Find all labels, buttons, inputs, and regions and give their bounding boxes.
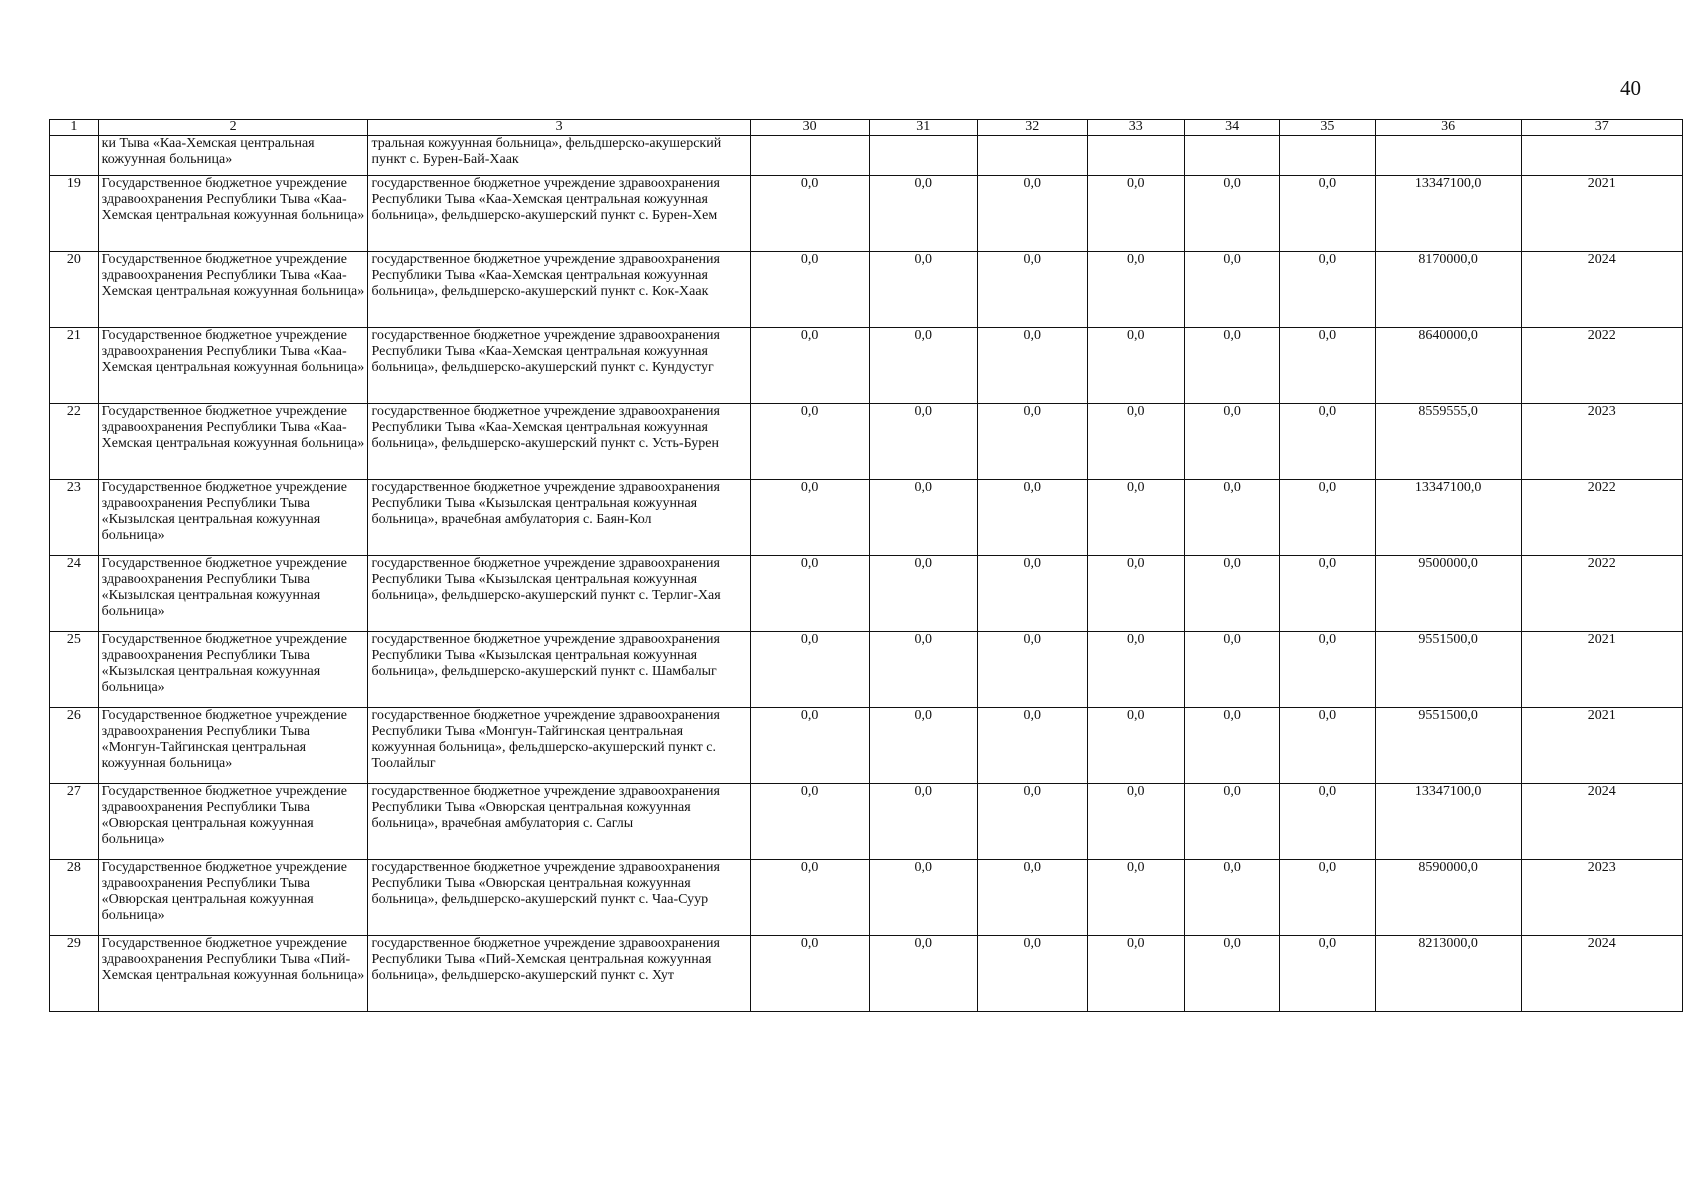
cell-col31: 0,0 (869, 556, 978, 632)
cell-col32: 0,0 (978, 176, 1088, 252)
table-row (50, 632, 1683, 708)
table-row (50, 936, 1683, 1012)
cell-col30: 0,0 (750, 176, 869, 252)
cell-col35: 0,0 (1280, 328, 1375, 404)
cell-col37: 2024 (1521, 784, 1682, 860)
cell-col32: 0,0 (978, 784, 1088, 860)
table-row (50, 480, 1683, 556)
cell-col35: 0,0 (1280, 708, 1375, 784)
cell-empty (1375, 136, 1521, 176)
cell-object: государственное бюджетное учреждение здравоохранения Республики Тыва «Каа-Хемская центральная кожуунная больница», фельдшерско-акушерский пункт с. Усть-Бурен (368, 404, 750, 480)
table-row (50, 176, 1683, 252)
cell-col37: 2021 (1521, 708, 1682, 784)
cell-col32: 0,0 (978, 404, 1088, 480)
cell-col37: 2024 (1521, 252, 1682, 328)
cell-col36: 9551500,0 (1375, 708, 1521, 784)
cell-col33: 0,0 (1087, 632, 1184, 708)
cell-col37: 2023 (1521, 404, 1682, 480)
cell-col31: 0,0 (869, 404, 978, 480)
cell-col37: 2021 (1521, 176, 1682, 252)
cell-object: государственное бюджетное учреждение здравоохранения Республики Тыва «Каа-Хемская центральная кожуунная больница», фельдшерско-акушерский пункт с. Бурен-Хем (368, 176, 750, 252)
cell-col34: 0,0 (1184, 176, 1279, 252)
cell-col36: 13347100,0 (1375, 480, 1521, 556)
cell-organization: Государственное бюджетное учреждение здравоохранения Республики Тыва «Каа-Хемская центральная кожуунная больница» (98, 328, 368, 404)
cell-col32: 0,0 (978, 328, 1088, 404)
continuation-row (50, 136, 1683, 176)
cell-col31: 0,0 (869, 176, 978, 252)
cell-col36: 8170000,0 (1375, 252, 1521, 328)
cell-col31: 0,0 (869, 708, 978, 784)
table-row (50, 404, 1683, 480)
cell-col34: 0,0 (1184, 404, 1279, 480)
cell-object: государственное бюджетное учреждение здравоохранения Республики Тыва «Каа-Хемская центральная кожуунная больница», фельдшерско-акушерский пункт с. Кок-Хаак (368, 252, 750, 328)
cell-number: 20 (50, 252, 99, 328)
column-header: 2 (98, 120, 368, 136)
cell-col30: 0,0 (750, 708, 869, 784)
cell-col30: 0,0 (750, 328, 869, 404)
cell-organization: ки Тыва «Каа-Хемская центральная кожуунная больница» (98, 136, 368, 176)
cell-number: 23 (50, 480, 99, 556)
cell-organization: Государственное бюджетное учреждение здравоохранения Республики Тыва «Кызылская центральная кожуунная больница» (98, 556, 368, 632)
cell-col32: 0,0 (978, 708, 1088, 784)
data-table (49, 119, 1683, 1012)
cell-col33: 0,0 (1087, 252, 1184, 328)
cell-number: 26 (50, 708, 99, 784)
cell-col34: 0,0 (1184, 328, 1279, 404)
cell-col30: 0,0 (750, 860, 869, 936)
cell-col32: 0,0 (978, 480, 1088, 556)
column-header: 1 (50, 120, 99, 136)
cell-col31: 0,0 (869, 784, 978, 860)
table-row (50, 328, 1683, 404)
cell-number: 21 (50, 328, 99, 404)
cell-organization: Государственное бюджетное учреждение здравоохранения Республики Тыва «Каа-Хемская центральная кожуунная больница» (98, 252, 368, 328)
cell-col30: 0,0 (750, 936, 869, 1012)
cell-col32: 0,0 (978, 252, 1088, 328)
cell-col33: 0,0 (1087, 784, 1184, 860)
cell-col35: 0,0 (1280, 556, 1375, 632)
cell-empty (1280, 136, 1375, 176)
cell-col36: 9500000,0 (1375, 556, 1521, 632)
cell-col30: 0,0 (750, 632, 869, 708)
cell-col30: 0,0 (750, 556, 869, 632)
cell-col32: 0,0 (978, 556, 1088, 632)
cell-col35: 0,0 (1280, 936, 1375, 1012)
table-row (50, 556, 1683, 632)
cell-col35: 0,0 (1280, 176, 1375, 252)
cell-col36: 8590000,0 (1375, 860, 1521, 936)
column-header: 3 (368, 120, 750, 136)
cell-col33: 0,0 (1087, 860, 1184, 936)
cell-col36: 8213000,0 (1375, 936, 1521, 1012)
header-row (50, 120, 1683, 136)
column-header: 31 (869, 120, 978, 136)
column-header: 30 (750, 120, 869, 136)
cell-object: тральная кожуунная больница», фельдшерско-акушерский пункт с. Бурен-Бай-Хаак (368, 136, 750, 176)
column-header: 35 (1280, 120, 1375, 136)
cell-empty (1521, 136, 1682, 176)
cell-number: 27 (50, 784, 99, 860)
cell-col35: 0,0 (1280, 480, 1375, 556)
cell-col36: 9551500,0 (1375, 632, 1521, 708)
cell-col34: 0,0 (1184, 480, 1279, 556)
cell-object: государственное бюджетное учреждение здравоохранения Республики Тыва «Овюрская центральная кожуунная больница», фельдшерско-акушерский пункт с. Чаа-Суур (368, 860, 750, 936)
cell-col36: 13347100,0 (1375, 784, 1521, 860)
cell-organization: Государственное бюджетное учреждение здравоохранения Республики Тыва «Овюрская центральная кожуунная больница» (98, 784, 368, 860)
table-row (50, 860, 1683, 936)
column-header: 32 (978, 120, 1088, 136)
cell-empty (978, 136, 1088, 176)
cell-col31: 0,0 (869, 936, 978, 1012)
cell-col37: 2023 (1521, 860, 1682, 936)
cell-empty (750, 136, 869, 176)
cell-col36: 8559555,0 (1375, 404, 1521, 480)
cell-number: 24 (50, 556, 99, 632)
cell-organization: Государственное бюджетное учреждение здравоохранения Республики Тыва «Овюрская центральная кожуунная больница» (98, 860, 368, 936)
cell-empty (1087, 136, 1184, 176)
cell-number: 29 (50, 936, 99, 1012)
cell-col32: 0,0 (978, 936, 1088, 1012)
cell-object: государственное бюджетное учреждение здравоохранения Республики Тыва «Кызылская центральная кожуунная больница», фельдшерско-акушерский пункт с. Шамбалыг (368, 632, 750, 708)
cell-col33: 0,0 (1087, 404, 1184, 480)
cell-empty (1184, 136, 1279, 176)
cell-col30: 0,0 (750, 480, 869, 556)
cell-col37: 2021 (1521, 632, 1682, 708)
cell-col34: 0,0 (1184, 708, 1279, 784)
cell-col30: 0,0 (750, 784, 869, 860)
cell-col35: 0,0 (1280, 632, 1375, 708)
cell-object: государственное бюджетное учреждение здравоохранения Республики Тыва «Пий-Хемская центральная кожуунная больница», фельдшерско-акушерский пункт с. Хут (368, 936, 750, 1012)
column-header: 36 (1375, 120, 1521, 136)
cell-col34: 0,0 (1184, 860, 1279, 936)
table-row (50, 708, 1683, 784)
cell-col37: 2024 (1521, 936, 1682, 1012)
cell-number: 28 (50, 860, 99, 936)
cell-object: государственное бюджетное учреждение здравоохранения Республики Тыва «Монгун-Тайгинская центральная кожуунная больница», фельдшерско-акушерский пункт с. Тоолайлыг (368, 708, 750, 784)
cell-col33: 0,0 (1087, 480, 1184, 556)
cell-empty (869, 136, 978, 176)
cell-col33: 0,0 (1087, 556, 1184, 632)
cell-col37: 2022 (1521, 328, 1682, 404)
table-row (50, 784, 1683, 860)
cell-col33: 0,0 (1087, 176, 1184, 252)
cell-col34: 0,0 (1184, 556, 1279, 632)
cell-col30: 0,0 (750, 404, 869, 480)
cell-col33: 0,0 (1087, 328, 1184, 404)
cell-object: государственное бюджетное учреждение здравоохранения Республики Тыва «Овюрская центральная кожуунная больница», врачебная амбулатория с. Саглы (368, 784, 750, 860)
cell-object: государственное бюджетное учреждение здравоохранения Республики Тыва «Кызылская центральная кожуунная больница», врачебная амбулатория с. Баян-Кол (368, 480, 750, 556)
cell-col36: 8640000,0 (1375, 328, 1521, 404)
cell-col31: 0,0 (869, 860, 978, 936)
cell-col37: 2022 (1521, 556, 1682, 632)
cell-organization: Государственное бюджетное учреждение здравоохранения Республики Тыва «Кызылская центральная кожуунная больница» (98, 632, 368, 708)
cell-col31: 0,0 (869, 632, 978, 708)
cell-col32: 0,0 (978, 632, 1088, 708)
table-row (50, 252, 1683, 328)
cell-col32: 0,0 (978, 860, 1088, 936)
cell-col34: 0,0 (1184, 936, 1279, 1012)
cell-organization: Государственное бюджетное учреждение здравоохранения Республики Тыва «Каа-Хемская центральная кожуунная больница» (98, 404, 368, 480)
cell-col34: 0,0 (1184, 632, 1279, 708)
cell-object: государственное бюджетное учреждение здравоохранения Республики Тыва «Каа-Хемская центральная кожуунная больница», фельдшерско-акушерский пункт с. Кундустуг (368, 328, 750, 404)
cell-col35: 0,0 (1280, 860, 1375, 936)
cell-col36: 13347100,0 (1375, 176, 1521, 252)
column-header: 33 (1087, 120, 1184, 136)
cell-col34: 0,0 (1184, 252, 1279, 328)
cell-col35: 0,0 (1280, 404, 1375, 480)
cell-organization: Государственное бюджетное учреждение здравоохранения Республики Тыва «Пий-Хемская центральная кожуунная больница» (98, 936, 368, 1012)
cell-col33: 0,0 (1087, 936, 1184, 1012)
cell-col31: 0,0 (869, 328, 978, 404)
cell-object: государственное бюджетное учреждение здравоохранения Республики Тыва «Кызылская центральная кожуунная больница», фельдшерско-акушерский пункт с. Терлиг-Хая (368, 556, 750, 632)
column-header: 37 (1521, 120, 1682, 136)
cell-col34: 0,0 (1184, 784, 1279, 860)
page-number: 40 (1620, 76, 1641, 100)
cell-organization: Государственное бюджетное учреждение здравоохранения Республики Тыва «Каа-Хемская центральная кожуунная больница» (98, 176, 368, 252)
cell-col30: 0,0 (750, 252, 869, 328)
cell-col35: 0,0 (1280, 252, 1375, 328)
cell-number: 25 (50, 632, 99, 708)
cell-col35: 0,0 (1280, 784, 1375, 860)
cell-col31: 0,0 (869, 480, 978, 556)
cell-col31: 0,0 (869, 252, 978, 328)
cell-organization: Государственное бюджетное учреждение здравоохранения Республики Тыва «Кызылская центральная кожуунная больница» (98, 480, 368, 556)
cell-organization: Государственное бюджетное учреждение здравоохранения Республики Тыва «Монгун-Тайгинская центральная кожуунная больница» (98, 708, 368, 784)
cell-number (50, 136, 99, 176)
cell-col37: 2022 (1521, 480, 1682, 556)
column-header: 34 (1184, 120, 1279, 136)
cell-number: 22 (50, 404, 99, 480)
cell-col33: 0,0 (1087, 708, 1184, 784)
cell-number: 19 (50, 176, 99, 252)
